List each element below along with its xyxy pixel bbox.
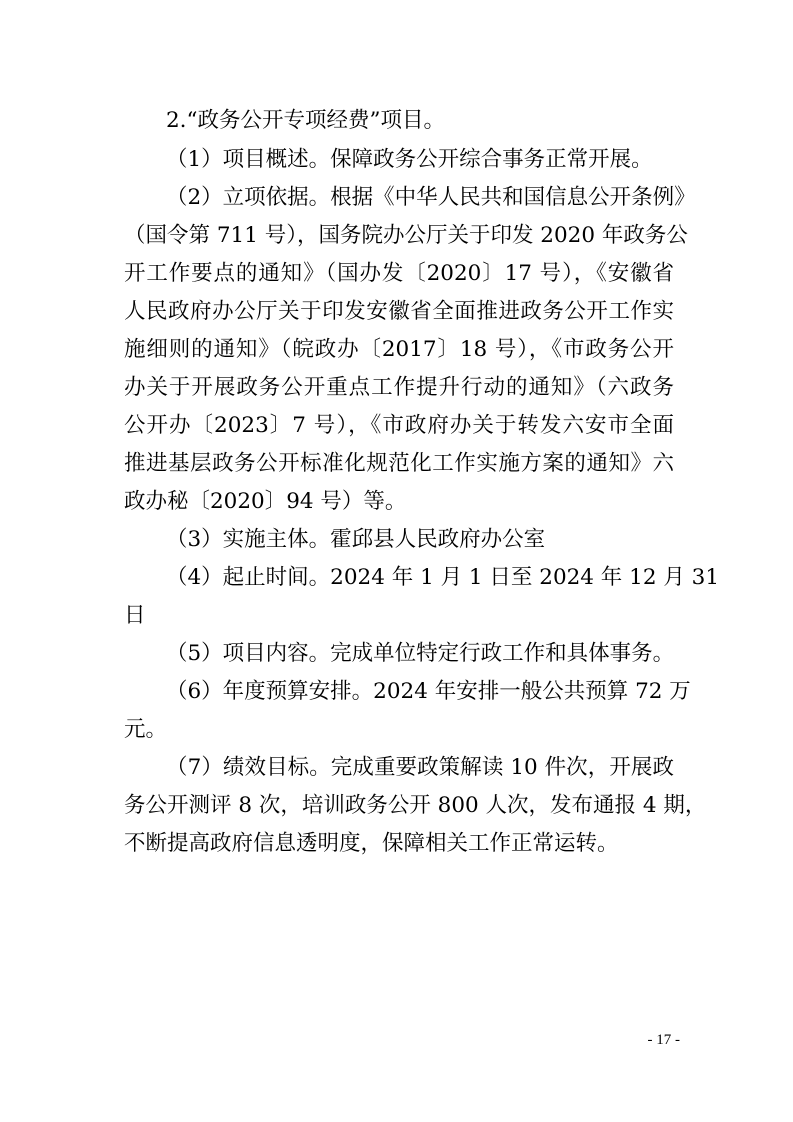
page-number: - 17 -	[647, 1032, 680, 1048]
paragraph-line: 不断提高政府信息透明度，保障相关工作正常运转。	[124, 831, 619, 856]
paragraph-line: 人民政府办公厅关于印发安徽省全面推进政务公开工作实	[124, 299, 674, 324]
paragraph-line: （3）实施主体。霍邱县人民政府办公室	[166, 527, 546, 552]
paragraph-line: （4）起止时间。2024 年 1 月 1 日至 2024 年 12 月 31	[166, 565, 720, 590]
paragraph-line: 推进基层政务公开标准化规范化工作实施方案的通知》六	[124, 451, 674, 476]
paragraph-line: 施细则的通知》（皖政办〔2017〕18 号），《市政务公开	[124, 337, 674, 362]
paragraph-line: 务公开测评 8 次，培训政务公开 800 人次，发布通报 4 期，	[124, 793, 707, 818]
paragraph-line: 办关于开展政务公开重点工作提升行动的通知》（六政务	[124, 375, 674, 400]
paragraph-line: 元。	[124, 717, 168, 742]
paragraph-line: （6）年度预算安排。2024 年安排一般公共预算 72 万	[166, 679, 691, 704]
paragraph-line: （7）绩效目标。完成重要政策解读 10 件次，开展政	[166, 755, 674, 780]
paragraph-line: 公开办〔2023〕7 号），《市政府办关于转发六安市全面	[124, 413, 674, 438]
paragraph-line: 政办秘〔2020〕94 号）等。	[124, 489, 407, 514]
paragraph-line: 开工作要点的通知》（国办发〔2020〕17 号），《安徽省	[124, 261, 674, 286]
paragraph-line: 日	[124, 603, 146, 628]
paragraph-line: （国令第 711 号），国务院办公厅关于印发 2020 年政务公	[124, 223, 688, 248]
paragraph-line: （2）立项依据。根据《中华人民共和国信息公开条例》	[166, 185, 696, 210]
project-heading: 2.“政务公开专项经费”项目。	[166, 108, 445, 133]
paragraph-line: （5）项目内容。完成单位特定行政工作和具体事务。	[166, 641, 675, 666]
paragraph-line: （1）项目概述。保障政务公开综合事务正常开展。	[166, 147, 653, 172]
